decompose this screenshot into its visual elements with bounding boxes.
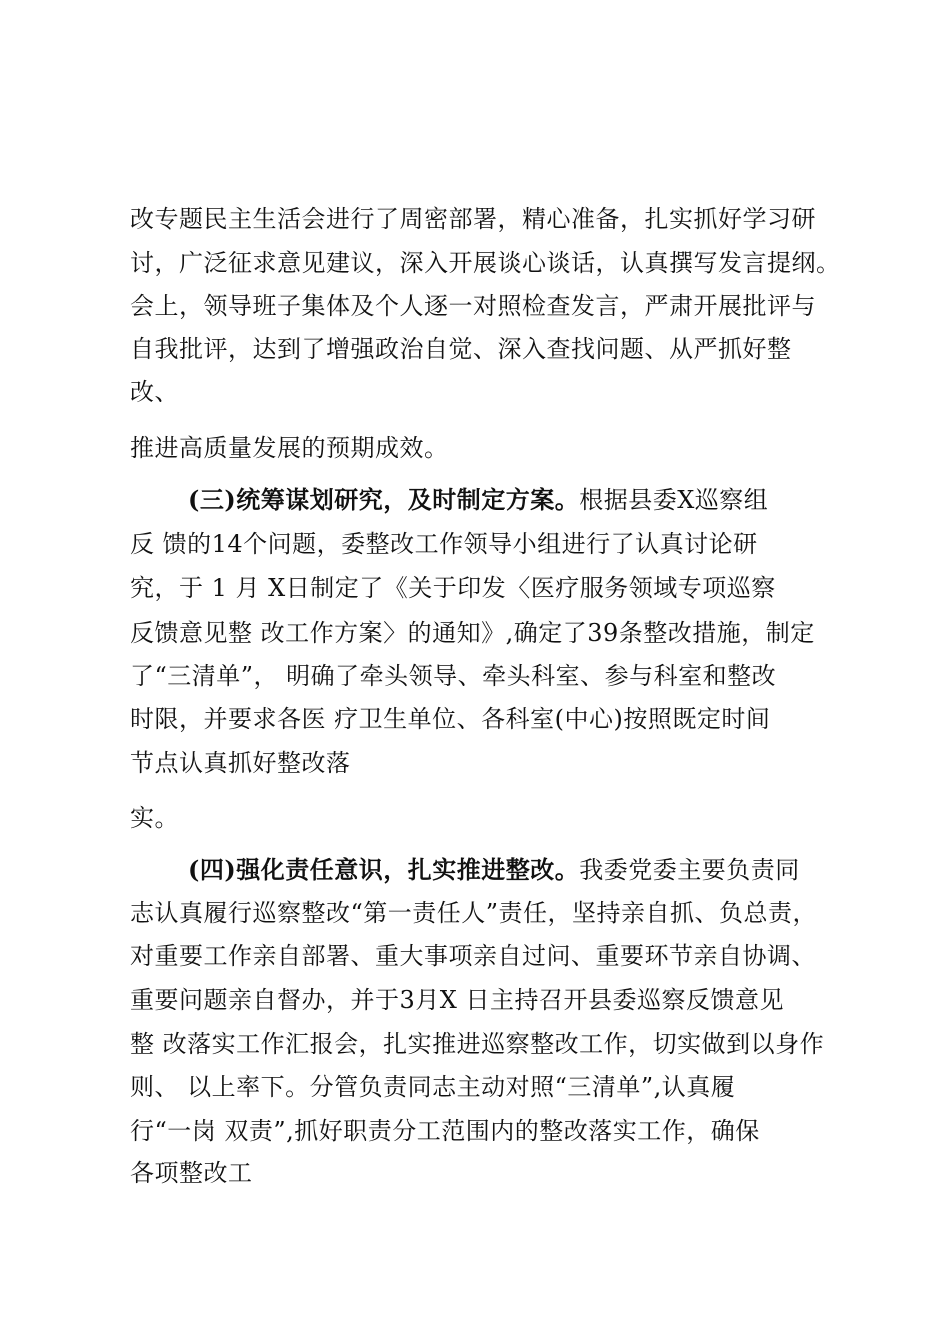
text-line: 改专题民主生活会进行了周密部署，精心准备，扎实抓好学习研 — [130, 205, 816, 233]
text-line: 推进高质量发展的预期成效。 — [130, 434, 449, 462]
text-line: 改、 — [130, 378, 179, 406]
text-line: 整 改落实工作汇报会，扎实推进巡察整改工作，切实做到以身作 — [130, 1030, 825, 1058]
text-span: 我委党委主要负责同 — [579, 856, 800, 884]
text-line: 行“一岗 双责”,抓好职责分工范围内的整改落实工作，确保 — [130, 1117, 760, 1145]
text-line: 会上，领导班子集体及个人逐一对照检查发言，严肃开展批评与 — [130, 292, 816, 320]
text-line: 反馈意见整 改工作方案〉的通知》,确定了39条整改措施，制定 — [130, 619, 815, 647]
text-line: 节点认真抓好整改落 — [130, 749, 351, 777]
text-line: 对重要工作亲自部署、重大事项亲自过问、重要环节亲自协调、 — [130, 942, 816, 970]
text-line: 自我批评，达到了增强政治自觉、深入查找问题、从严抓好整 — [130, 335, 792, 363]
text-line: 志认真履行巡察整改“第一责任人”责任，坚持亲自抓、负总责， — [130, 899, 818, 927]
text-line: 究，于 1 月 X日制定了《关于印发〈医疗服务领域专项巡察 — [130, 574, 776, 602]
text-line: 各项整改工 — [130, 1159, 253, 1187]
text-line: 讨，广泛征求意见建议，深入开展谈心谈话，认真撰写发言提纲。 — [130, 249, 841, 277]
text-line: 实。 — [130, 804, 179, 832]
paragraph-first-line — [188, 485, 768, 515]
text-line: 反 馈的14个问题，委整改工作领导小组进行了认真讨论研 — [130, 530, 758, 558]
text-line: 时限，并要求各医 疗卫生单位、各科室(中心)按照既定时间 — [130, 705, 771, 733]
text-line: 了“三清单”， 明确了牵头领导、牵头科室、参与科室和整改 — [130, 662, 777, 690]
text-span: 根据县委X巡察组 — [579, 486, 769, 514]
paragraph-first-line — [188, 855, 800, 885]
section-heading-four: (四)强化责任意识，扎实推进整改。 — [188, 855, 580, 884]
text-line: 重要问题亲自督办，并于3月X 日主持召开县委巡察反馈意见 — [130, 986, 784, 1014]
section-heading-three: (三)统筹谋划研究，及时制定方案。 — [188, 485, 580, 514]
text-line: 则、 以上率下。分管负责同志主动对照“三清单”,认真履 — [130, 1073, 736, 1101]
